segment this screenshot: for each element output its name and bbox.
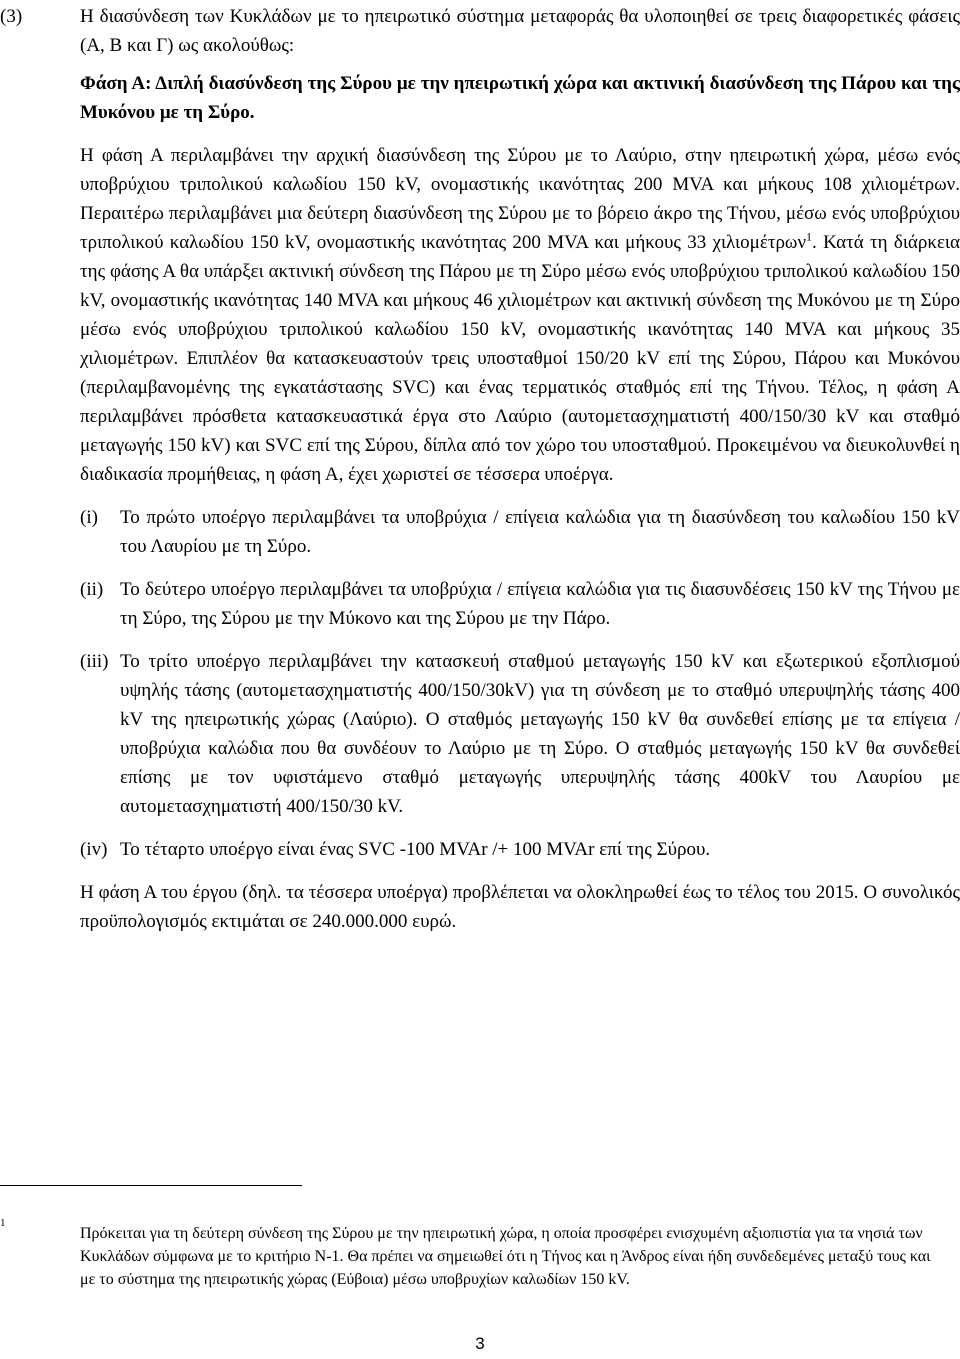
list-item-text: Το δεύτερο υποέργο περιλαμβάνει τα υποβρύχια / επίγεια καλώδια για τις διασυνδέσεις 150 kV της Τήνου με τη Σύρο, της Σύρου με την Μύκονο και της Σύρου με την Πάρο.: [120, 579, 960, 629]
list-item: [80, 835, 960, 864]
footnote-reference[interactable]: 1: [806, 229, 813, 244]
list-item-text: Το τρίτο υποέργο περιλαμβάνει την κατασκευή σταθμού μεταγωγής 150 kV και εξωτερικού εξοπλισμού υψηλής τάσης (αυτομετασχηματιστής 400/150/30kV) για τη σύνδεση με το σταθμό υπερυψηλής τάσης 400 kV της ηπειρωτικής χώρας (Λαύριο). Ο σταθμός μεταγωγής 150 kV θα συνδεθεί επίσης με τα επίγεια / υποβρύχια καλώδια που θα συνδέουν το Λαύριο με τη Σύρο. Ο σταθμός μεταγωγής 150 kV θα συνδεθεί επίσης με τον υφιστάμενο σταθμό μεταγωγής υπερυψηλής τάσης 400kV του Λαυρίου με αυτομετασχηματιστή 400/150/30 kV.: [120, 651, 960, 817]
list-item: [80, 503, 960, 561]
phase-a-text-part1: Η φάση Α περιλαμβάνει την αρχική διασύνδεση της Σύρου με το Λαύριο, στην ηπειρωτική χώρα, μέσω ενός υποβρύχιου τριπολικού καλωδίου 150 kV, ονομαστικής ικανότητας 200 MVA και μήκους 108 χιλιομέτρων. Περαιτέρω περιλαμβάνει μια δεύτερη διασύνδεση της Σύρου με το βόρειο άκρο της Τήνου, μέσω ενός υποβρύχιου τριπολικού καλωδίου 150 kV, ονομαστικής ικανότητας 200 MVA και μήκους 33 χιλιομέτρων: [80, 145, 960, 253]
footnote-separator: [0, 1185, 302, 1186]
phase-a-text-part2: . Κατά τη διάρκεια της φάσης Α θα υπάρξει ακτινική σύνδεση της Πάρου με τη Σύρο μέσω ενός υποβρύχιου τριπολικού καλωδίου 150 kV, ονομαστικής ικανότητας 140 MVA και μήκους 46 χιλιομέτρων και ακτινική σύνδεση της Μυκόνου με τη Σύρο μέσω ενός υποβρύχιου τριπολικού καλωδίου 150 kV, ονομαστικής ικανότητας 140 MVA και μήκους 35 χιλιομέτρων. Επιπλέον θα κατασκευαστούν τρεις υποσταθμοί 150/20 kV επί της Σύρου, Πάρου και Μυκόνου (περιλαμβανομένης της εγκατάστασης SVC) και ένας τερματικός σταθμός επί της Τήνου. Τέλος, η φάση Α περιλαμβάνει πρόσθετα κατασκευαστικά έργα στο Λαύριο (αυτομετασχηματιστή 400/150/30 kV και σταθμό μεταγωγής 150 kV) και SVC επί της Σύρου, δίπλα από τον χώρο του υποσταθμού. Προκειμένου να διευκολυνθεί η διαδικασία προμήθειας, η φάση Α, έχει χωριστεί σε τέσσερα υποέργα.: [80, 232, 960, 485]
list-item-label: (ii): [80, 579, 104, 600]
list-item-label: (iii): [80, 651, 109, 672]
section-body: [80, 2, 960, 936]
section-intro: Η διασύνδεση των Κυκλάδων με το ηπειρωτικό σύστημα μεταφοράς θα υλοποιηθεί σε τρεις διαφορετικές φάσεις (Α, Β και Γ) ως ακολούθως:: [80, 6, 960, 56]
footnote-text: Πρόκειται για τη δεύτερη σύνδεση της Σύρου με την ηπειρωτική χώρα, η οποία προσφέρει ενισχυμένη αξιοπιστία για τα νησιά των Κυκλάδων σύμφωνα με το κριτήριο Ν-1. Θα πρέπει να σημειωθεί ότι η Τήνος και η Άνδρος είναι ήδη συνδεδεμένες μεταξύ τους και με το σύστημα της ηπειρωτικής χώρας (Εύβοια) μέσω υποβρυχίων καλωδίων 150 kV.: [80, 1225, 931, 1288]
list-item-text: Το τέταρτο υποέργο είναι ένας SVC -100 MVAr /+ 100 MVAr επί της Σύρου.: [120, 839, 711, 860]
list-item: [80, 575, 960, 633]
phase-a-heading: Φάση Α: Διπλή διασύνδεση της Σύρου με την ηπειρωτική χώρα και ακτινική διασύνδεση της Πάρου και της Μυκόνου με τη Σύρο.: [80, 73, 960, 123]
section-number: (3): [0, 6, 23, 27]
list-item-label: (i): [80, 507, 98, 528]
list-item: [80, 647, 960, 821]
phase-a-paragraph: [80, 141, 960, 489]
subproject-list: [80, 503, 960, 864]
footnote-number: 1: [0, 1217, 6, 1229]
list-item-label: (iv): [80, 839, 108, 860]
list-item-text: Το πρώτο υποέργο περιλαμβάνει τα υποβρύχια / επίγεια καλώδια για τη διασύνδεση του καλωδίου 150 kV του Λαυρίου με τη Σύρο.: [120, 507, 960, 557]
closing-paragraph: Η φάση Α του έργου (δηλ. τα τέσσερα υποέργα) προβλέπεται να ολοκληρωθεί έως το τέλος του 2015. Ο συνολικός προϋπολογισμός εκτιμάται σε 240.000.000 ευρώ.: [80, 882, 960, 932]
page-number: 3: [475, 1334, 485, 1353]
